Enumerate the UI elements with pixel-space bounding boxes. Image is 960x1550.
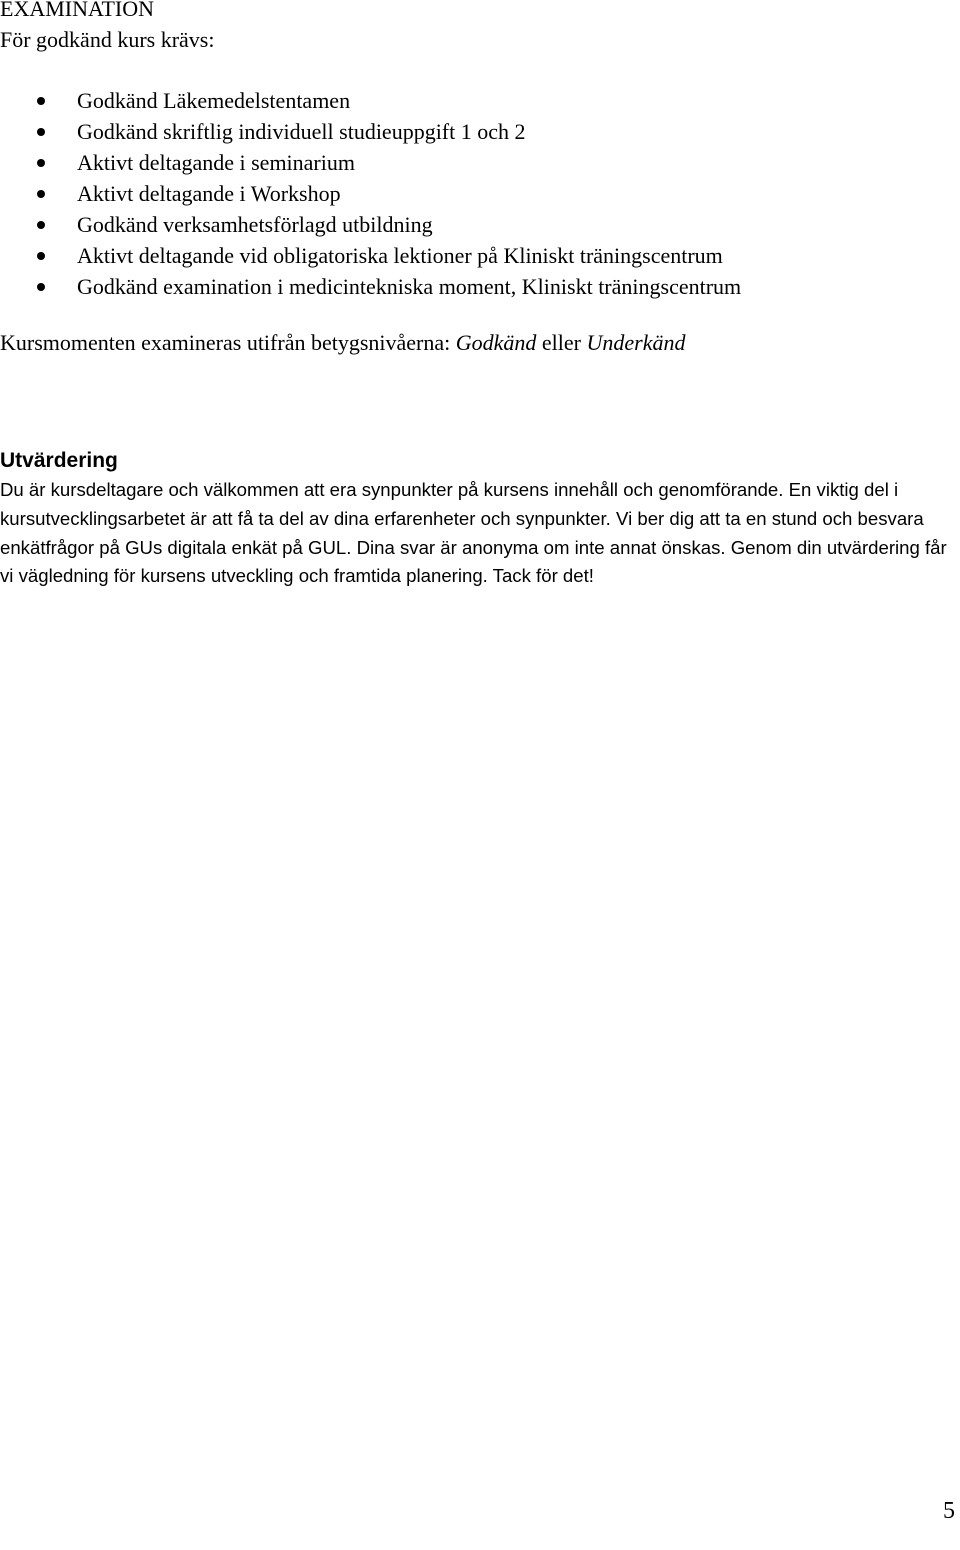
grading-prefix: Kursmomenten examineras utifrån betygsnivåerna: [0, 330, 456, 355]
requirement-item [0, 147, 741, 178]
requirement-text: Godkänd verksamhetsförlagd utbildning [77, 212, 433, 237]
evaluation-body: Du är kursdeltagare och välkommen att era synpunkter på kursens innehåll och genomförande. En viktig del i kursutvecklingsarbetet är att få ta del av dina erfarenheter och synpunkter. Vi ber dig att ta en stund och besvara enkätfrågor på GUs digitala enkät på GUL. Dina svar är anonyma om inte annat önskas. Genom din utvärdering får vi vägledning för kursens utveckling och framtida planering. Tack för det! [0, 479, 947, 587]
bullet-icon [37, 190, 45, 198]
grade-fail: Underkänd [586, 330, 686, 355]
examination-intro: För godkänd kurs krävs: [0, 27, 215, 52]
requirement-text: Godkänd examination i medicintekniska moment, Kliniskt träningscentrum [77, 274, 742, 299]
bullet-icon [37, 283, 45, 291]
bullet-icon [37, 221, 45, 229]
evaluation-heading: Utvärdering [0, 449, 118, 472]
requirement-item [0, 116, 741, 147]
bullet-icon [37, 252, 45, 260]
requirement-item [0, 85, 741, 116]
requirement-text: Godkänd skriftlig individuell studieuppgift 1 och 2 [77, 119, 526, 144]
requirement-item [0, 209, 741, 240]
bullet-icon [37, 97, 45, 105]
bullet-icon [37, 159, 45, 167]
requirements-list [0, 85, 741, 302]
requirement-text: Godkänd Läkemedelstentamen [77, 88, 351, 113]
grading-statement [0, 329, 685, 357]
examination-heading: EXAMINATION [0, 0, 154, 21]
requirement-text: Aktivt deltagande i seminarium [77, 150, 355, 175]
requirement-text: Aktivt deltagande vid obligatoriska lektioner på Kliniskt träningscentrum [77, 243, 723, 268]
grading-connector: eller [536, 330, 587, 355]
requirement-text: Aktivt deltagande i Workshop [77, 181, 341, 206]
page-number: 5 [943, 1498, 955, 1524]
bullet-icon [37, 128, 45, 136]
requirement-item [0, 240, 741, 271]
grade-pass: Godkänd [455, 330, 537, 355]
requirement-item [0, 271, 741, 302]
requirement-item [0, 178, 741, 209]
